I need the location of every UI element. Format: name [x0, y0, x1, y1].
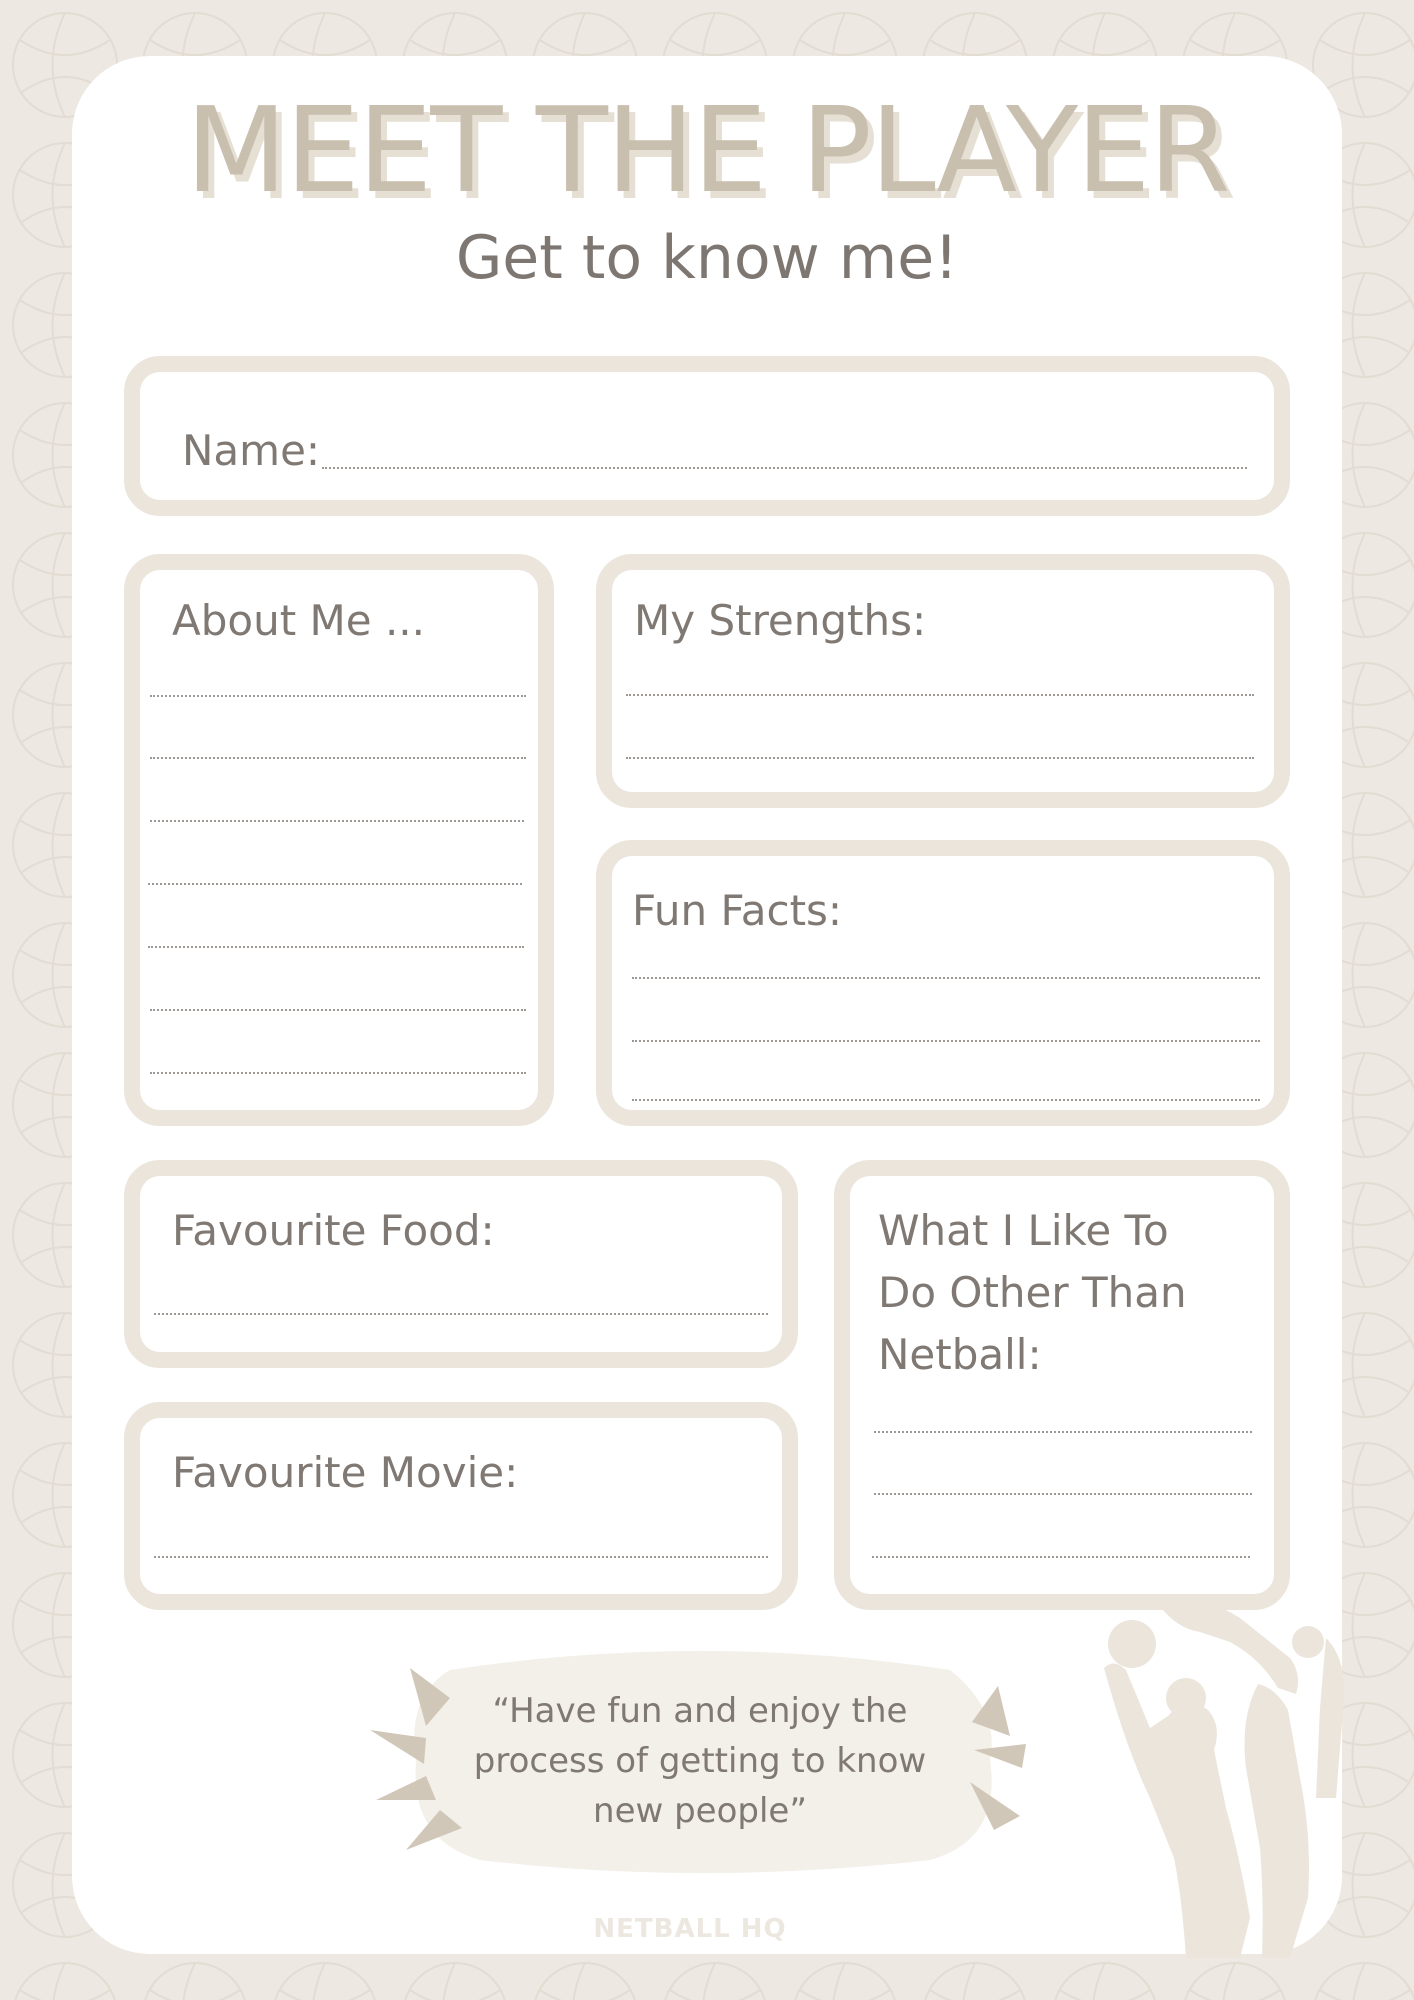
fun-facts-write-line[interactable]: [632, 1040, 1260, 1042]
other-interests-write-line[interactable]: [874, 1431, 1252, 1433]
quote-line: “Have fun and enjoy the: [492, 1691, 908, 1731]
other-interests-write-line[interactable]: [872, 1556, 1250, 1558]
netball-player-silhouette-icon: [1090, 1598, 1350, 1958]
favourite-food-box: [124, 1160, 798, 1368]
about-me-write-line[interactable]: [148, 946, 524, 948]
fun-facts-write-line[interactable]: [632, 1099, 1260, 1101]
quote-line: process of getting to know: [473, 1741, 927, 1781]
about-me-label: About Me ...: [172, 596, 426, 645]
favourite-food-label: Favourite Food:: [172, 1206, 495, 1255]
about-me-write-line[interactable]: [148, 883, 522, 885]
about-me-write-line[interactable]: [150, 695, 526, 697]
brand-footer: NETBALL HQ: [593, 1914, 787, 1944]
quote-line: new people”: [593, 1791, 807, 1831]
other-interests-label-line1: What I Like To: [878, 1206, 1169, 1255]
page-title: MEET THE PLAYER: [185, 81, 1229, 219]
other-interests-label-line2: Do Other Than: [878, 1268, 1187, 1317]
fun-facts-write-line[interactable]: [632, 977, 1260, 979]
about-me-write-line[interactable]: [150, 757, 526, 759]
name-write-line[interactable]: [322, 467, 1247, 469]
favourite-food-write-line[interactable]: [154, 1313, 768, 1315]
fun-facts-label: Fun Facts:: [632, 886, 843, 935]
about-me-write-line[interactable]: [150, 820, 524, 822]
other-interests-write-line[interactable]: [874, 1493, 1252, 1495]
favourite-movie-label: Favourite Movie:: [172, 1448, 519, 1497]
strengths-write-line[interactable]: [626, 694, 1254, 696]
quote-text: [430, 1686, 970, 1836]
about-me-write-line[interactable]: [150, 1072, 526, 1074]
about-me-write-line[interactable]: [150, 1009, 526, 1011]
favourite-movie-write-line[interactable]: [154, 1556, 768, 1558]
other-interests-label-line3: Netball:: [878, 1330, 1042, 1379]
strengths-label: My Strengths:: [634, 596, 927, 645]
name-label: Name:: [182, 426, 321, 475]
page-subtitle: Get to know me!: [455, 223, 959, 293]
strengths-write-line[interactable]: [626, 757, 1254, 759]
favourite-movie-box: [124, 1402, 798, 1610]
